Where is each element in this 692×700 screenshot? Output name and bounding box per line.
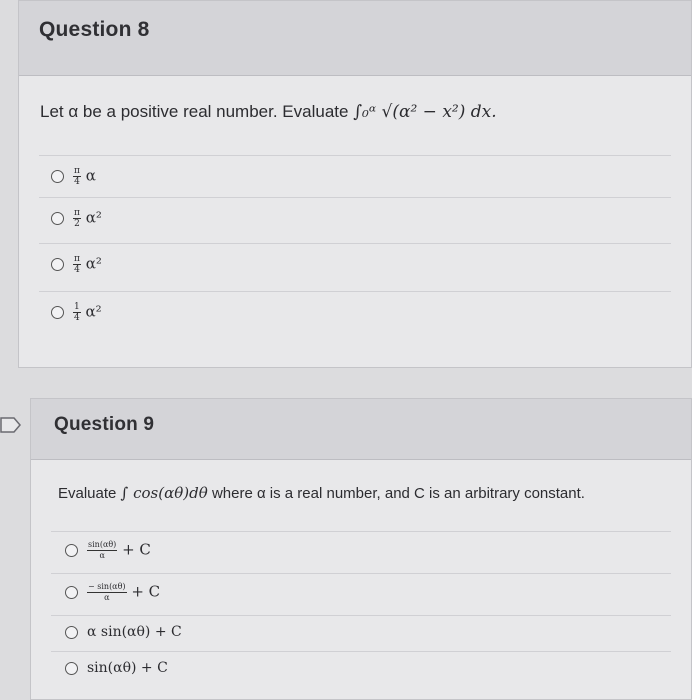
question-8-prompt <box>40 102 497 122</box>
question-9-prompt-end: where α is a real number, and C is an arbitrary constant. <box>211 485 585 502</box>
radio-button[interactable] <box>51 258 64 271</box>
q8-option-4[interactable] <box>51 299 102 325</box>
radio-button[interactable] <box>51 170 64 183</box>
radio-button[interactable] <box>51 306 64 319</box>
q9-option-3[interactable] <box>65 619 182 645</box>
radio-button[interactable] <box>65 626 78 639</box>
question-8-card <box>18 0 692 368</box>
q9-option-2[interactable] <box>65 579 160 605</box>
question-8-title: Question 8 <box>39 18 150 41</box>
option-label: $\frac{- \sin(\alpha\theta)}{\alpha}$ + C <box>88 581 161 602</box>
option-label: $\frac{1}{4}$ α² <box>74 301 102 323</box>
option-label: $\frac{\pi}{4}$ α² <box>74 253 102 275</box>
option-label: $\frac{\sin(\alpha\theta)}{\alpha}$ + C <box>88 539 151 560</box>
radio-button[interactable] <box>65 586 78 599</box>
q8-option-1[interactable] <box>51 163 96 189</box>
q8-option-3[interactable] <box>51 251 102 277</box>
question-9-prompt <box>58 484 585 502</box>
flag-icon[interactable] <box>0 417 22 433</box>
question-9-card <box>30 398 692 700</box>
question-9-title: Question 9 <box>54 414 155 435</box>
q9-option-1[interactable] <box>65 537 151 563</box>
question-9-integral: ∫ cos(αθ)dθ <box>120 484 208 502</box>
option-label: $\frac{\pi}{4}$ α <box>74 165 96 187</box>
option-label: sin(αθ) + C <box>87 660 168 676</box>
q8-option-2[interactable] <box>51 205 102 231</box>
q9-option-4[interactable] <box>65 655 168 681</box>
option-label: α sin(αθ) + C <box>87 624 182 640</box>
question-8-prompt-text: Let α be a positive real number. Evaluate <box>40 102 349 121</box>
option-label: $\frac{\pi}{2}$ α² <box>74 207 102 229</box>
question-8-integral: ∫₀ᵅ √(α² − x²) dx. <box>353 102 497 122</box>
question-9-prompt-start: Evaluate <box>58 485 117 502</box>
radio-button[interactable] <box>65 544 78 557</box>
radio-button[interactable] <box>51 212 64 225</box>
radio-button[interactable] <box>65 662 78 675</box>
